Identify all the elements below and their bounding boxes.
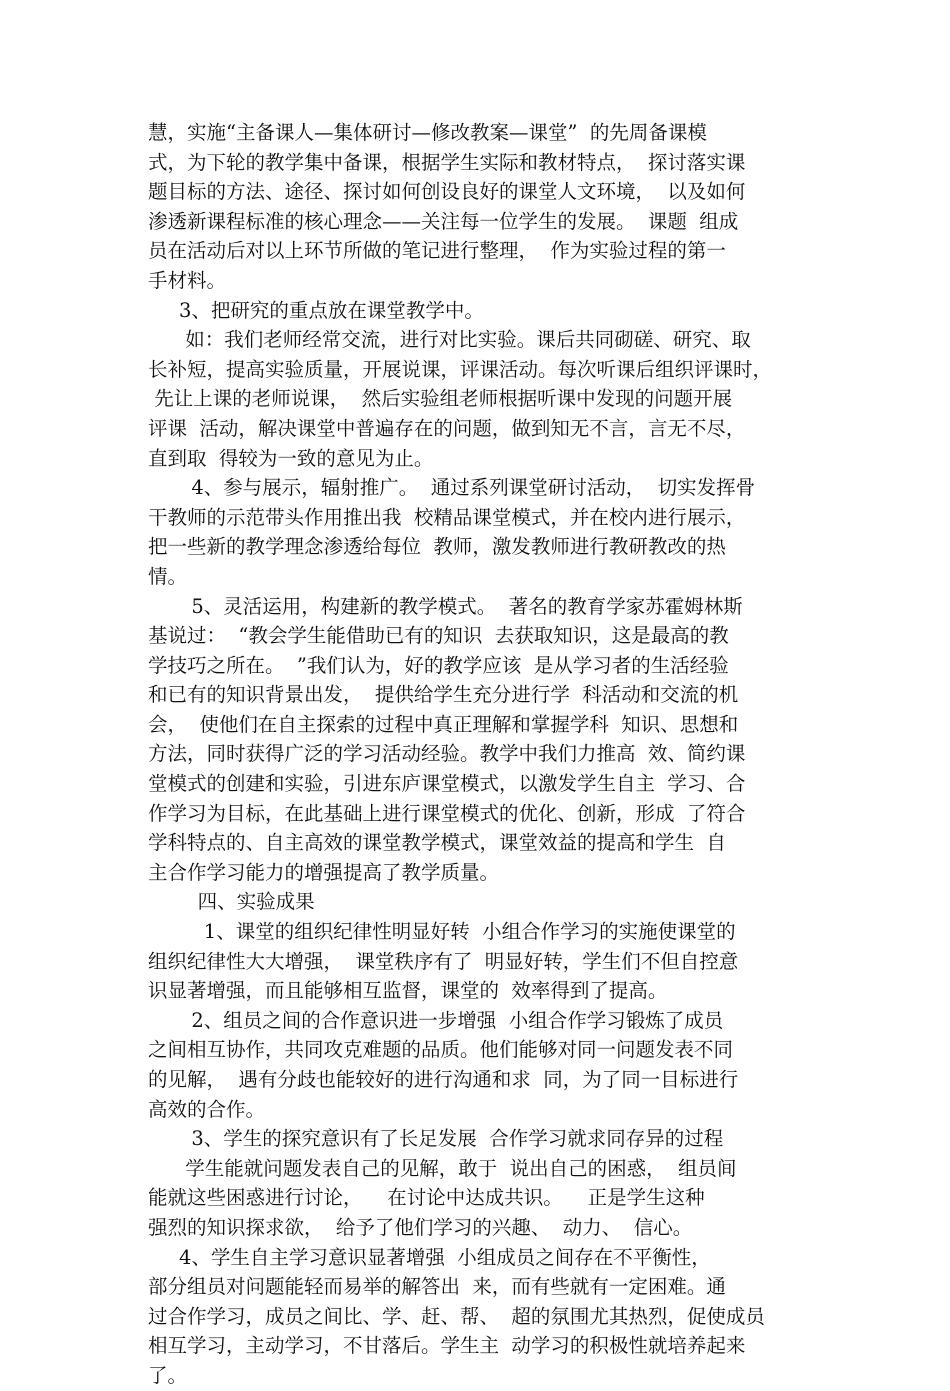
text-line: 基说过： “教会学生能借助已有的知识 去获取知识，这是最高的教 bbox=[148, 624, 729, 648]
text-line: 长补短，提高实验质量，开展说课，评课活动。每次听课后组织评课时， bbox=[148, 357, 773, 381]
text-line: 过合作学习，成员之间比、学、赶、帮、 超的氛围尤其热烈，促使成员 bbox=[148, 1304, 765, 1328]
text-line: 学生能就问题发表自己的见解，敢于 说出自己的困惑， 组员间 bbox=[148, 1156, 737, 1180]
text-line: 3、学生的探究意识有了长足发展 合作学习就求同存异的过程 bbox=[148, 1127, 724, 1151]
text-line: 作学习为目标，在此基础上进行课堂模式的优化、创新，形成 了符合 bbox=[148, 801, 746, 825]
text-line: 直到取 得较为一致的意见为止。 bbox=[148, 446, 434, 470]
text-line: 干教师的示范带头作用推出我 校精品课堂模式，并在校内进行展示， bbox=[148, 505, 746, 529]
text-line: 主合作学习能力的增强提高了教学质量。 bbox=[148, 860, 500, 884]
text-line: 先让上课的老师说课， 然后实验组老师根据听课中发现的问题开展 bbox=[148, 387, 733, 411]
text-line: 会， 使他们在自主探索的过程中真正理解和掌握学科 知识、思想和 bbox=[148, 712, 739, 736]
text-line: 4、参与展示，辐射推广。 通过系列课堂研讨活动， 切实发挥骨 bbox=[148, 476, 756, 500]
text-line: 式，为下轮的教学集中备课，根据学生实际和教材特点， 探讨落实课 bbox=[148, 150, 746, 174]
text-line: 能就这些困惑进行讨论， 在讨论中达成共识。 正是学生这种 bbox=[148, 1186, 705, 1210]
text-line: 5、灵活运用，构建新的教学模式。 著名的教育学家苏霍姆林斯 bbox=[148, 594, 743, 618]
text-line: 渗透新课程标准的核心理念——关注每一位学生的发展。 课题 组成 bbox=[148, 209, 739, 233]
text-line: 4、学生自主学习意识显著增强 小组成员之间存在不平衡性， bbox=[148, 1245, 711, 1269]
text-line: 学技巧之所在。 ”我们认为，好的教学应该 是从学习者的生活经验 bbox=[148, 653, 729, 677]
text-line: 3、把研究的重点放在课堂教学中。 bbox=[148, 298, 484, 322]
text-line: 1、课堂的组织纪律性明显好转 小组合作学习的实施使课堂的 bbox=[148, 920, 736, 944]
text-line: 情。 bbox=[148, 564, 188, 588]
text-line: 组织纪律性大大增强， 课堂秩序有了 明显好转，学生们不但自控意 bbox=[148, 949, 739, 973]
text-line: 堂模式的创建和实验，引进东庐课堂模式，以激发学生自主 学习、合 bbox=[148, 772, 746, 796]
text-line: 员在活动后对以上环节所做的笔记进行整理， 作为实验过程的第一 bbox=[148, 239, 726, 263]
text-line: 相互学习，主动学习，不甘落后。学生主 动学习的积极性就培养起来 bbox=[148, 1334, 746, 1358]
text-line: 评课 活动，解决课堂中普遍存在的问题，做到知无不言，言无不尽， bbox=[148, 416, 746, 440]
text-line: 方法，同时获得广泛的学习活动经验。教学中我们力推高 效、简约课 bbox=[148, 742, 746, 766]
text-line: 了。 bbox=[148, 1363, 188, 1387]
text-line: 的见解， 遇有分歧也能较好的进行沟通和求 同，为了同一目标进行 bbox=[148, 1068, 739, 1091]
text-line: 和已有的知识背景出发， 提供给学生充分进行学 科活动和交流的机 bbox=[148, 683, 739, 707]
text-line: 如：我们老师经常交流，进行对比实验。课后共同砌磋、研究、取 bbox=[148, 328, 751, 352]
text-line: 之间相互协作，共同攻克难题的品质。他们能够对同一问题发表不同 bbox=[148, 1038, 734, 1062]
text-line: 强烈的知识探求欲， 给予了他们学习的兴趣、 动力、 信心。 bbox=[148, 1215, 693, 1239]
text-line: 慧，实施“主备课人—集体研讨—修改教案—课堂” 的先周备课模 bbox=[148, 121, 707, 144]
text-line: 高效的合作。 bbox=[148, 1097, 266, 1121]
text-line: 部分组员对问题能轻而易举的解答出 来，而有些就有一定困难。通 bbox=[148, 1275, 726, 1299]
text-line: 识显著增强，而且能够相互监督，课堂的 效率得到了提高。 bbox=[148, 979, 668, 1003]
text-line: 四、实验成果 bbox=[148, 890, 315, 914]
text-line: 把一些新的教学理念渗透给每位 教师，激发教师进行教研教改的热 bbox=[148, 535, 726, 559]
text-line: 手材料。 bbox=[148, 268, 227, 292]
document-body bbox=[148, 118, 818, 1391]
text-line: 2、组员之间的合作意识进一步增强 小组合作学习锻炼了成员 bbox=[148, 1008, 724, 1032]
text-line: 学科特点的、自主高效的课堂教学模式，课堂效益的提高和学生 自 bbox=[148, 831, 726, 855]
text-line: 题目标的方法、途径、探讨如何创设良好的课堂人文环境， 以及如何 bbox=[148, 180, 746, 204]
